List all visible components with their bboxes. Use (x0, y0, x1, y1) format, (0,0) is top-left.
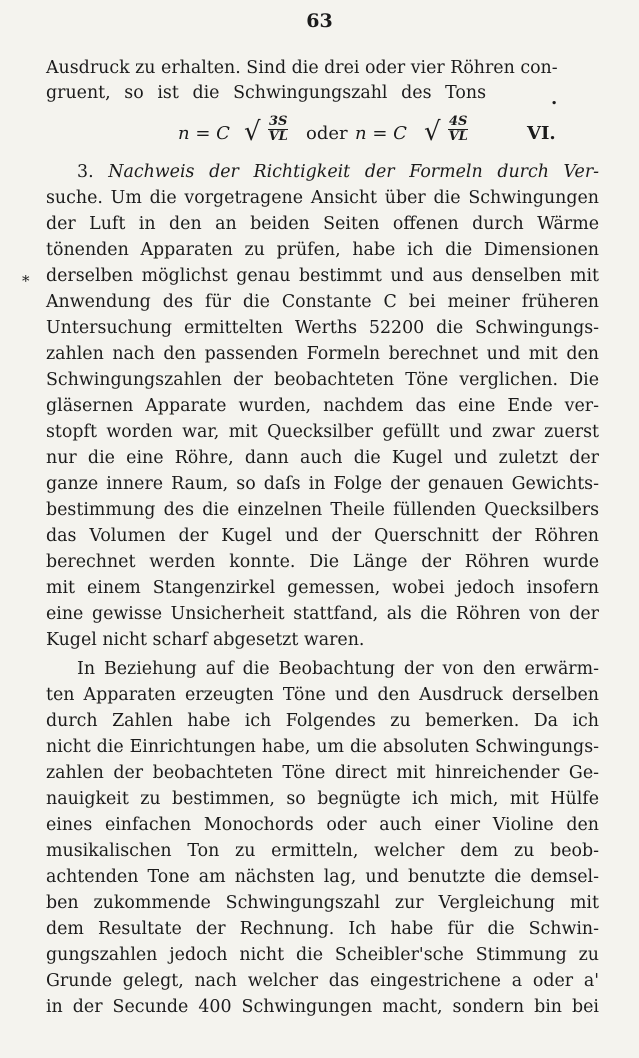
text-line-12: gläsernen Apparate wurden, nachdem das eine Ende ver- (46, 396, 599, 416)
formula-lhs-1: n = C (178, 123, 230, 144)
text-line-10: zahlen nach den passenden Formeln berechnet und mit den (46, 344, 599, 364)
root-sign-1: √ (244, 117, 261, 147)
text-line-19: mit einem Stangenzirkel gemessen, wobei jedoch insofern (46, 578, 599, 598)
trailing-dot: . (551, 88, 558, 109)
text-line-16: bestimmung des die einzelnen Theile füllenden Quecksilbers (46, 500, 599, 520)
text-line-33: gungszahlen jedoch nicht die Scheibler'sche Stimmung zu (46, 945, 599, 965)
text-line-9: Untersuchung ermittelten Werths 52200 die Schwingungs- (46, 318, 599, 338)
text-line-15: ganze innere Raum, so daſs in Folge der genauen Gewichts- (46, 474, 599, 494)
text-line-28: eines einfachen Monochords oder auch einer Violine den (46, 815, 599, 835)
text-line-21: Kugel nicht scharf abgesetzt waren. (46, 630, 365, 650)
text-line-4: suche. Um die vorgetragene Ansicht über die Schwingungen (46, 188, 599, 208)
text-line-20: eine gewisse Unsicherheit stattfand, als die Röhren von der (46, 604, 599, 624)
margin-mark: * (22, 272, 30, 290)
page-number: 63 (306, 10, 333, 32)
text-line-32: dem Resultate der Rechnung. Ich habe für die Schwin- (46, 919, 599, 939)
text-line-1: Ausdruck zu erhalten. Sind die drei oder vier Röhren con- (46, 58, 558, 78)
section-heading-line (46, 159, 599, 185)
text-line-27: nauigkeit zu bestimmen, so begnügte ich mich, mit Hülfe (46, 789, 599, 809)
text-line-24: durch Zahlen habe ich Folgendes zu bemerken. Da ich (46, 711, 599, 731)
text-line-14: nur die eine Röhre, dann auch die Kugel und zuletzt der (46, 448, 599, 468)
fraction-2-numerator: 4S (449, 114, 468, 129)
formula-oder: oder (306, 123, 348, 144)
text-line-11: Schwingungszahlen der beobachteten Töne verglichen. Die (46, 370, 599, 390)
fraction-2-denominator: VL (448, 129, 468, 144)
fraction-1-numerator: 3S (269, 114, 288, 129)
text-line-18: berechnet werden konnte. Die Länge der Röhren wurde (46, 552, 599, 572)
text-line-17: das Volumen der Kugel und der Querschnitt der Röhren (46, 526, 599, 546)
fraction-2 (448, 115, 468, 144)
formula-vi (0, 115, 639, 155)
text-line-30: achtenden Tone am nächsten lag, und benutzte die demsel- (46, 867, 599, 887)
section-number: 3. (77, 162, 94, 182)
text-line-13: stopft worden war, mit Quecksilber gefüllt und zwar zuerst (46, 422, 599, 442)
fraction-1 (268, 115, 288, 144)
section-title: Nachweis der Richtigkeit der Formeln durch Ver- (108, 162, 600, 182)
root-sign-2: √ (424, 117, 441, 147)
text-line-34: Grunde gelegt, nach welcher das eingestrichene a oder a' (46, 971, 599, 991)
text-line-23: ten Apparaten erzeugten Töne und den Ausdruck derselben (46, 685, 599, 705)
text-line-25: nicht die Einrichtungen habe, um die absoluten Schwingungs- (46, 737, 599, 757)
formula-lhs-2: n = C (355, 123, 407, 144)
text-line-29: musikalischen Ton zu ermitteln, welcher dem zu beob- (46, 841, 599, 861)
text-line-22: In Beziehung auf die Beobachtung der von den erwärm- (77, 659, 599, 679)
text-line-26: zahlen der beobachteten Töne direct mit hinreichender Ge- (46, 763, 599, 783)
text-line-6: tönenden Apparaten zu prüfen, habe ich die Dimensionen (46, 240, 599, 260)
text-line-31: ben zukommende Schwingungszahl zur Vergleichung mit (46, 893, 599, 913)
text-line-2: gruent, so ist die Schwingungszahl des Tons (46, 83, 486, 103)
text-line-5: der Luft in den an beiden Seiten offenen durch Wärme (46, 214, 599, 234)
fraction-1-denominator: VL (268, 129, 288, 144)
text-line-8: Anwendung des für die Constante C bei meiner früheren (46, 292, 599, 312)
text-line-7: derselben möglichst genau bestimmt und aus denselben mit (46, 266, 599, 286)
text-line-35: in der Secunde 400 Schwingungen macht, sondern bin bei (46, 997, 599, 1017)
formula-label: VI. (527, 123, 556, 144)
